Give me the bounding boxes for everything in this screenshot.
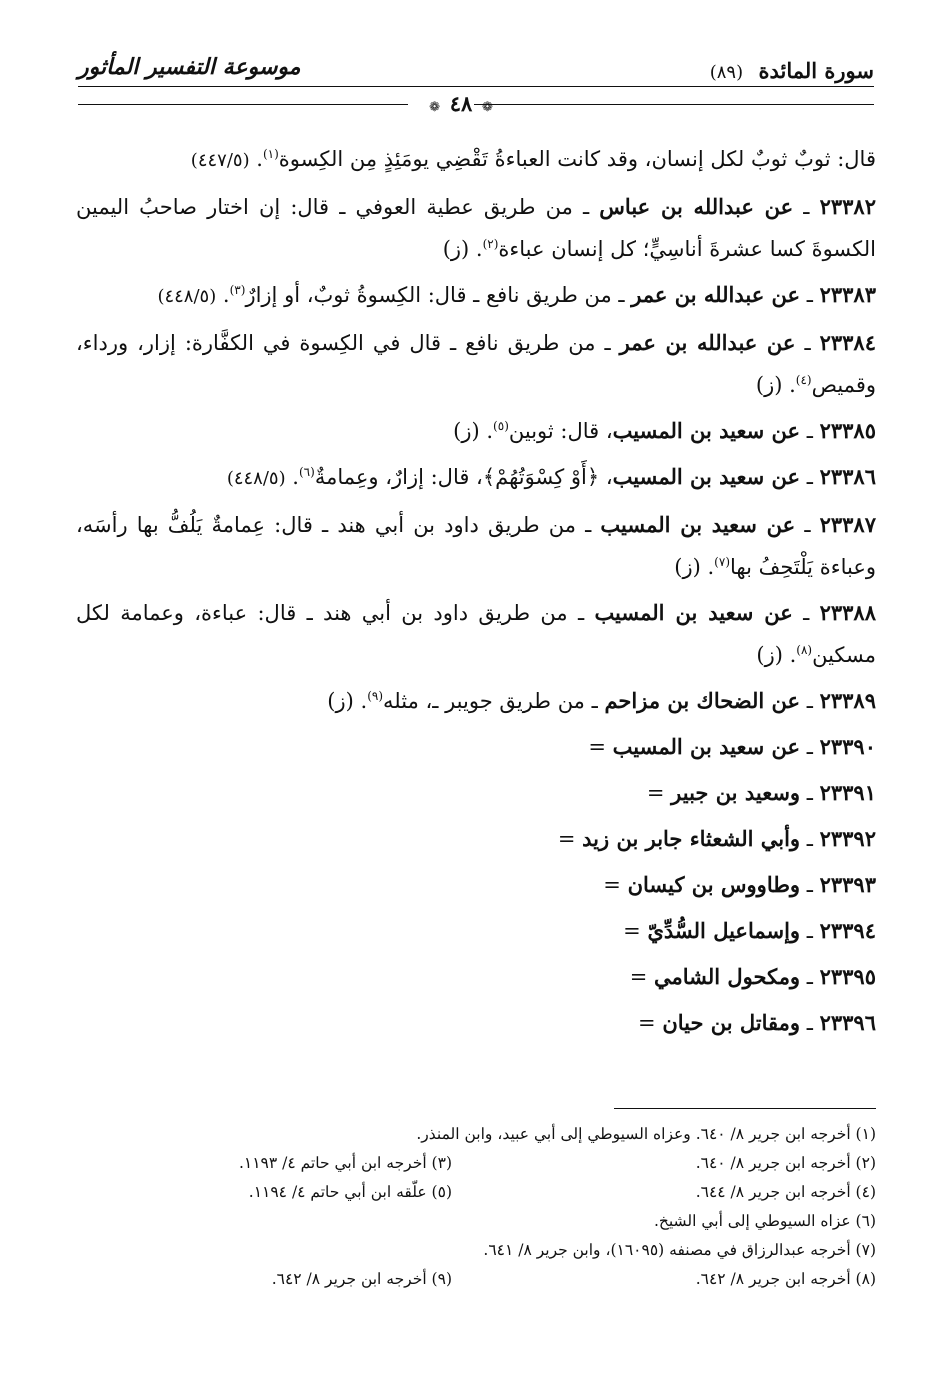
footnote-marker: (٧) (714, 555, 730, 569)
entry-continuation (76, 138, 876, 182)
entry-tail: = (603, 873, 628, 897)
entry-text: ـ من طريق جويبر ـ، مثله (383, 689, 605, 713)
surah-name: سورة المائدة (758, 58, 874, 83)
entry-tail: . (ز) (442, 237, 483, 261)
narration-number: ٢٣٣٨٨ (819, 600, 876, 625)
narrator-name: عن سعيد بن المسيب (612, 734, 801, 759)
narration-entry: ٢٣٣٨٩ ـ عن الضحاك بن مزاحم ـ من طريق جويبر ـ، مثله$^{(٩)}$. (ز) (327, 688, 876, 713)
header-rule (78, 86, 874, 87)
narration-number: ٢٣٣٨٥ (819, 418, 876, 443)
entry-tail: = (638, 1011, 663, 1035)
entry-tail: = (629, 965, 654, 989)
entry-tail: = (646, 781, 672, 805)
entry-tail: = (557, 827, 583, 851)
footnote-marker: (٤) (795, 373, 812, 387)
narrator-name: عن عبدالله بن عمر (631, 282, 801, 307)
entry-tail: = (623, 919, 648, 943)
volume-reference: (٤٤٨/٥) (157, 286, 217, 307)
page-number-rule (78, 91, 874, 116)
surah-header (710, 58, 874, 83)
narrator-name: وسعيد بن جبير (671, 780, 801, 805)
entry-tail: . (ز) (674, 555, 715, 579)
entry-text: ـ من طريق داود بن أبي هند ـ قال: عباءة، وعمامة لكل مسكين (76, 601, 876, 667)
book-title: موسوعة التفسير المأثور (78, 54, 301, 80)
entry-text: ـ من طريق نافع ـ قال: الكِسوةُ ثوبٌ، أو إزارٌ (245, 283, 632, 307)
footnote-row (76, 1236, 876, 1265)
narrator-name: عن الضحاك بن مزاحم (604, 688, 801, 713)
narration-entry: ٢٣٣٨٥ ـ عن سعيد بن المسيب، قال: ثوبين$^{(٥)}$. (ز) (453, 418, 876, 443)
footnote-marker: (٥) (493, 419, 509, 433)
footnote: (٧) أخرجه عبدالرزاق في مصنفه (١٦٠٩٥)، وابن جرير ٨/ ٦٤١. (483, 1241, 876, 1259)
narration-entry: ٢٣٣٩٥ ـ ومكحول الشامي = (629, 964, 876, 989)
ornament-icon: ❁ (429, 100, 440, 115)
verse-number: (٨٩) (709, 62, 744, 83)
footnote-marker: (٢) (482, 237, 499, 251)
narration-number: ٢٣٣٩٣ (819, 872, 876, 897)
main-text (76, 138, 876, 1048)
narration-number: ٢٣٣٨٩ (819, 688, 876, 713)
narration-entry: ٢٣٣٩٤ ـ وإسماعيل السُّدِّيّ = (623, 918, 876, 943)
entry-tail: . (ز) (327, 689, 368, 713)
footnotes (76, 1120, 876, 1294)
narration-entry: ٢٣٣٨٨ ـ عن سعيد بن المسيب ـ من طريق داود بن أبي هند ـ قال: عباءة، وعمامة لكل مسكين$^{(٨)}$. (ز) (76, 600, 876, 667)
narrator-name: ومقاتل بن حيان (662, 1010, 801, 1035)
narration-number: ٢٣٣٩٦ (819, 1010, 876, 1035)
footnote-row (76, 1265, 876, 1294)
footnote-marker: (٦) (298, 465, 315, 479)
footnote-marker: (٨) (796, 643, 813, 657)
entry-text: ـ من طريق نافع ـ قال في الكِسوة في الكفَّارة: إزار، ورداء، وقميص (76, 331, 876, 397)
narration-entry: ٢٣٣٩٠ ـ عن سعيد بن المسيب = (588, 734, 876, 759)
narrator-name: عن عبدالله بن عباس (599, 194, 794, 219)
narration-entry: ٢٣٣٨٧ ـ عن سعيد بن المسيب ـ من طريق داود بن أبي هند ـ قال: عِمامةٌ يَلُفُّ بها رأسَه، وعباءة يَلْتَحِفُ بها$^{(٧)}$. (ز) (76, 512, 876, 579)
entry-tail: . (285, 465, 299, 489)
entry-tail: . (ز) (755, 373, 796, 397)
narrator-name: عن سعيد بن المسيب (612, 418, 801, 443)
footnote: (٤) أخرجه ابن جرير ٨/ ٦٤٤. (695, 1183, 876, 1201)
narrator-name: عن عبدالله بن عمر (619, 330, 796, 355)
rule-line-left (78, 104, 408, 105)
narration-number: ٢٣٣٩١ (819, 780, 876, 805)
footnote-marker: (٣) (229, 283, 246, 297)
entry-text: ، ﴿أَوْ كِسْوَتُهُمْ﴾، قال: إزارٌ، وعِمامةٌ (314, 465, 613, 489)
entry-text: ، قال: ثوبين (508, 419, 613, 443)
footnote-row (76, 1149, 876, 1178)
entry-text: ـ من طريق عطية العوفي ـ قال: إن اختار صاحبُ اليمين الكسوةَ كسا عشرةَ أناسِيٍّ؛ كل إنسان عباءة (76, 195, 876, 261)
page-number-block (408, 91, 514, 116)
narrator-name: عن سعيد بن المسيب (612, 464, 801, 489)
ornament-icon: ❁ (482, 100, 493, 115)
footnote: (٨) أخرجه ابن جرير ٨/ ٦٤٢. (695, 1270, 876, 1288)
narrator-name: ومكحول الشامي (654, 964, 801, 989)
narrator-name: عن سعيد بن المسيب (594, 600, 793, 625)
narration-number: ٢٣٣٨٤ (819, 330, 876, 355)
footnote: (٥) علّقه ابن أبي حاتم ٤/ ١١٩٤. (248, 1183, 452, 1201)
narration-number: ٢٣٣٩٥ (819, 964, 876, 989)
footnote-row (76, 1178, 876, 1207)
entry-tail: . (216, 283, 230, 307)
footnote-row (76, 1207, 876, 1236)
entry-tail: . (ز) (453, 419, 494, 443)
volume-reference: (٤٤٨/٥) (226, 468, 286, 489)
page-number: ٤٨ (449, 91, 473, 116)
narration-entry: ٢٣٣٨٤ ـ عن عبدالله بن عمر ـ من طريق نافع ـ قال في الكِسوة في الكفَّارة: إزار، ورداء، وقميص$^{(٤)}$. (ز) (76, 330, 876, 397)
narration-entry: ٢٣٣٩١ ـ وسعيد بن جبير = (646, 780, 876, 805)
footnote-separator (614, 1108, 876, 1109)
rule-line-right (474, 104, 874, 105)
narration-number: ٢٣٣٩٢ (819, 826, 876, 851)
narration-number: ٢٣٣٨٦ (819, 464, 876, 489)
narration-entry: ٢٣٣٩٣ ـ وطاووس بن كيسان = (603, 872, 876, 897)
entry-text: قال: ثوبٌ ثوبٌ لكل إنسان، وقد كانت العباءةُ تَقْضِي يومَئِذٍ مِن الكِسوة (278, 147, 876, 171)
footnote: (٣) أخرجه ابن أبي حاتم ٤/ ١١٩٣. (238, 1154, 452, 1172)
entry-tail: . (249, 147, 263, 171)
footnote-marker: (٩) (367, 689, 384, 703)
narrator-name: وطاووس بن كيسان (627, 872, 801, 897)
narration-entry: ٢٣٣٨٣ ـ عن عبدالله بن عمر ـ من طريق نافع ـ قال: الكِسوةُ ثوبٌ، أو إزارٌ$^{(٣)}$. (٤٤٨/٥) (157, 282, 876, 307)
narration-number: ٢٣٣٨٢ (819, 194, 876, 219)
narration-entry: ٢٣٣٨٢ ـ عن عبدالله بن عباس ـ من طريق عطية العوفي ـ قال: إن اختار صاحبُ اليمين الكسوةَ كسا عشرةَ أناسِيٍّ؛ كل إنسان عباءة$^{(٢)}$. (ز) (76, 194, 876, 261)
entry-tail: = (588, 735, 613, 759)
narration-number: ٢٣٣٨٧ (819, 512, 876, 537)
footnote: (٩) أخرجه ابن جرير ٨/ ٦٤٢. (271, 1270, 452, 1288)
footnote-row (76, 1120, 876, 1149)
footnote-marker: (١) (262, 147, 279, 161)
footnote: (٦) عزاه السيوطي إلى أبي الشيخ. (653, 1212, 876, 1230)
narration-entry: ٢٣٣٩٢ ـ وأبي الشعثاء جابر بن زيد = (557, 826, 876, 851)
entry-tail: . (ز) (756, 643, 797, 667)
narration-number: ٢٣٣٩٤ (819, 918, 876, 943)
narrator-name: عن سعيد بن المسيب (600, 512, 796, 537)
volume-reference: (٤٤٧/٥) (190, 150, 250, 171)
entry-text: ـ من طريق داود بن أبي هند ـ قال: عِمامةٌ يَلُفُّ بها رأسَه، وعباءة يَلْتَحِفُ بها (76, 513, 876, 579)
narration-entry: ٢٣٣٩٦ ـ ومقاتل بن حيان = (638, 1010, 876, 1035)
footnote: (١) أخرجه ابن جرير ٨/ ٦٤٠. وعزاه السيوطي إلى أبي عبيد، وابن المنذر. (416, 1125, 876, 1143)
footnote: (٢) أخرجه ابن جرير ٨/ ٦٤٠. (695, 1154, 876, 1172)
narration-number: ٢٣٣٨٣ (819, 282, 876, 307)
narrator-name: وأبي الشعثاء جابر بن زيد (582, 826, 801, 851)
narration-number: ٢٣٣٩٠ (819, 734, 876, 759)
narration-entry: ٢٣٣٨٦ ـ عن سعيد بن المسيب، ﴿أَوْ كِسْوَتُهُمْ﴾، قال: إزارٌ، وعِمامةٌ$^{(٦)}$. (٤٤٨/٥) (226, 464, 876, 489)
narrator-name: وإسماعيل السُّدِّيّ (647, 918, 801, 943)
